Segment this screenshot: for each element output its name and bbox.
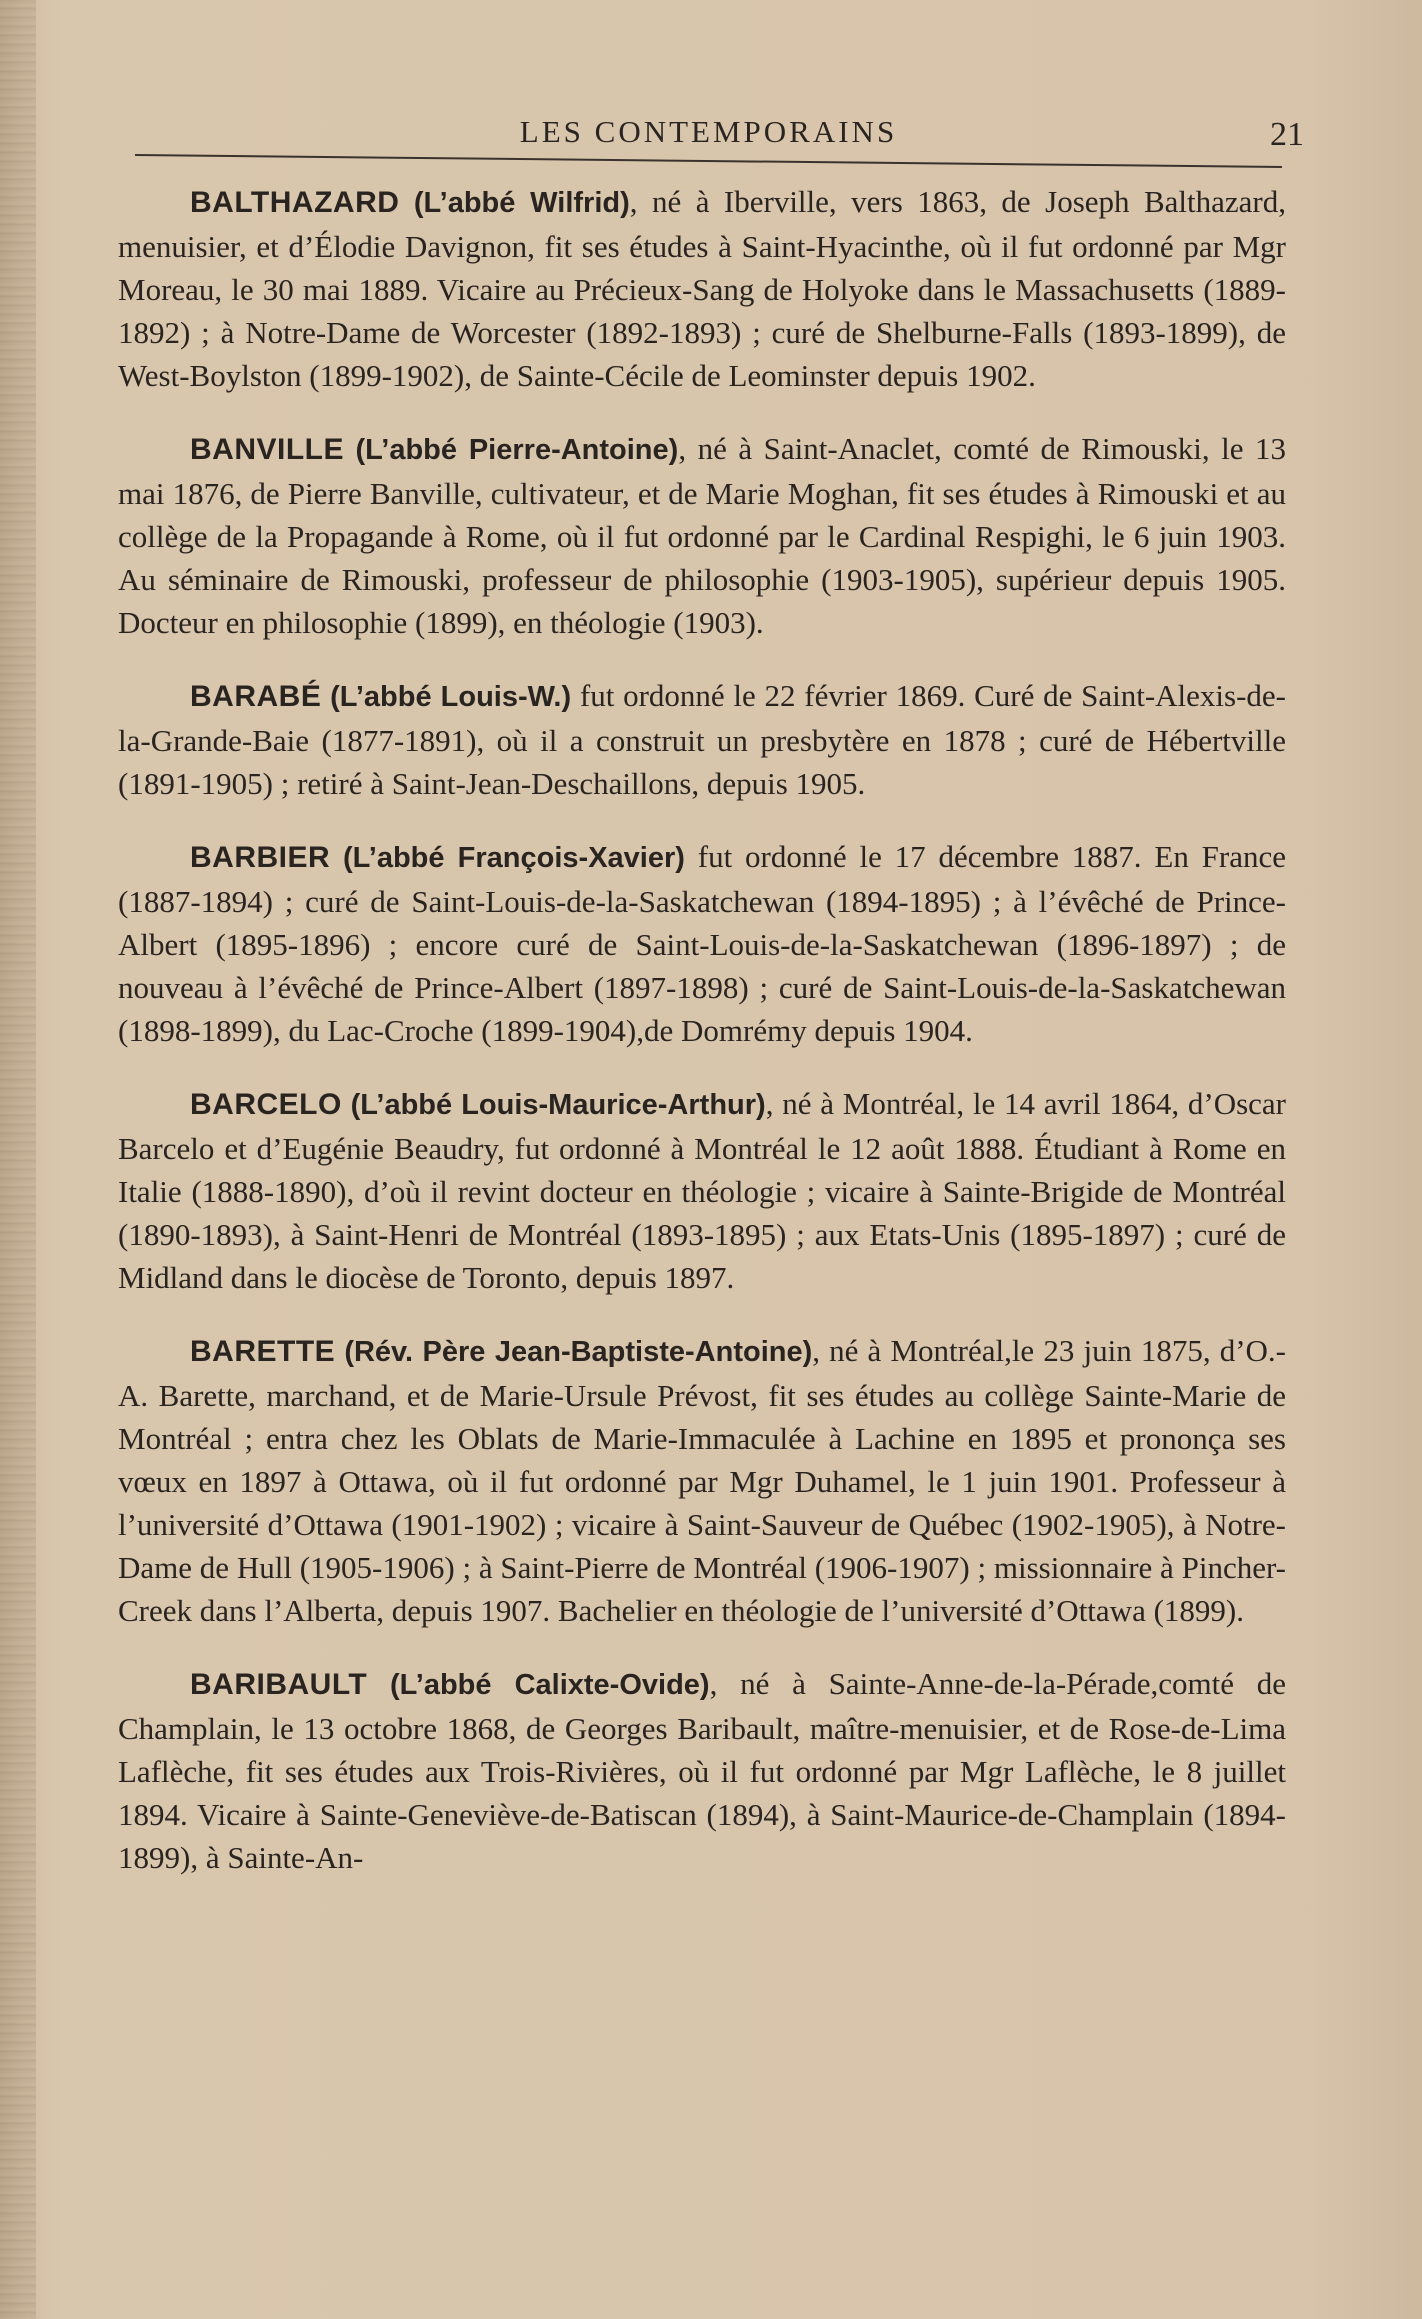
entry-surname: BARABÉ	[190, 680, 322, 713]
entry-surname: BARETTE	[190, 1335, 336, 1368]
entry-forename: (L’abbé Pierre-Antoine)	[355, 434, 679, 466]
entry-forename: (Rév. Père Jean-Baptiste-Antoine)	[344, 1336, 813, 1368]
running-title: LES CONTEMPORAINS	[519, 114, 898, 149]
entry-surname: BARCELO	[190, 1088, 342, 1121]
entry-forename: (L’abbé Calixte-Ovide)	[390, 1669, 710, 1701]
entry-text: fut ordonné le 22 février 1869. Curé de Saint-Alexis-de-la-Grande-Baie (1877-1891), où il a construit un presbytère en 1878 ; curé de Hébertville (1891-1905) ; retiré à Saint-Jean-Deschaillons, depuis 1905.	[118, 678, 1287, 801]
entry-text: , né à Iberville, vers 1863, de Joseph Balthazard, menuisier, et d’Élodie Davignon, fit ses études à Saint-Hyacinthe, où il fut ordonné par Mgr Moreau, le 30 mai 1889. Vicaire au Précieux-Sang de Holyoke dans le Massachusetts (1889-1892) ; à Notre-Dame de Worcester (1892-1893) ; curé de Shelburne-Falls (1893-1899), de West-Boylston (1899-1902), de Sainte-Cécile de Leominster depuis 1902.	[118, 184, 1287, 393]
entry-barette	[118, 1329, 1286, 1632]
page-number: 21	[1270, 116, 1304, 153]
entry-barabe	[118, 674, 1286, 805]
entry-forename: (L’abbé Wilfrid)	[413, 187, 630, 219]
entry-surname: BALTHAZARD	[190, 186, 400, 219]
entry-surname: BARIBAULT	[190, 1668, 368, 1701]
entry-balthazard	[118, 180, 1286, 397]
entry-text: fut ordonné le 17 décembre 1887. En France (1887-1894) ; curé de Saint-Louis-de-la-Saskatchewan (1894-1895) ; à l’évêché de Prince-Albert (1895-1896) ; encore curé de Saint-Louis-de-la-Saskatchewan (1896-1897) ; de nouveau à l’évêché de Prince-Albert (1897-1898) ; curé de Saint-Louis-de-la-Saskatchewan (1898-1899), du Lac-Croche (1899-1904),de Domrémy depuis 1904.	[118, 839, 1287, 1048]
entry-barcelo	[118, 1082, 1286, 1299]
entry-surname: BANVILLE	[190, 433, 344, 466]
entry-baribault	[118, 1662, 1286, 1879]
entry-forename: (L’abbé Louis-Maurice-Arthur)	[350, 1089, 766, 1121]
entry-text: , né à Montréal,le 23 juin 1875, d’O.-A. Barette, marchand, et de Marie-Ursule Prévost, fit ses études au collège Sainte-Marie de Montréal ; entra chez les Oblats de Marie-Immaculée à Lachine en 1895 et prononça ses vœux en 1897 à Ottawa, où il fut ordonné par Mgr Duhamel, le 1 juin 1901. Professeur à l’université d’Ottawa (1901-1902) ; vicaire à Saint-Sauveur de Québec (1902-1905), à Notre-Dame de Hull (1905-1906) ; à Saint-Pierre de Montréal (1906-1907) ; missionnaire à Pincher-Creek dans l’Alberta, depuis 1907. Bachelier en théologie de l’université d’Ottawa (1899).	[118, 1333, 1286, 1628]
entry-surname: BARBIER	[190, 841, 331, 874]
header-rule	[135, 154, 1282, 168]
entry-forename: (L’abbé Louis-W.)	[330, 681, 572, 713]
entry-text: , né à Saint-Anaclet, comté de Rimouski, le 13 mai 1876, de Pierre Banville, cultivateur, et de Marie Moghan, fit ses études à Rimouski et au collège de la Propagande à Rome, où il fut ordonné par le Cardinal Respighi, le 6 juin 1903. Au séminaire de Rimouski, professeur de philosophie (1903-1905), supérieur depuis 1905. Docteur en philosophie (1899), en théologie (1903).	[118, 431, 1287, 640]
entry-text: , né à Sainte-Anne-de-la-Pérade,comté de Champlain, le 13 octobre 1868, de Georges Baribault, maître-menuisier, et de Rose-de-Lima Laflèche, fit ses études aux Trois-Rivières, où il fut ordonné par Mgr Laflèche, le 8 juillet 1894. Vicaire à Sainte-Geneviève-de-Batiscan (1894), à Saint-Maurice-de-Champlain (1894-1899), à Sainte-An-	[118, 1666, 1286, 1875]
entry-forename: (L’abbé François-Xavier)	[343, 842, 685, 874]
entry-banville	[118, 427, 1286, 644]
page-gutter-shadow	[0, 0, 36, 2319]
biography-entries	[118, 180, 1286, 1909]
entry-text: , né à Montréal, le 14 avril 1864, d’Oscar Barcelo et d’Eugénie Beaudry, fut ordonné à Montréal le 12 août 1888. Étudiant à Rome en Italie (1888-1890), d’où il revint docteur en théologie ; vicaire à Sainte-Brigide de Montréal (1890-1893), à Saint-Henri de Montréal (1893-1895) ; aux Etats-Unis (1895-1897) ; curé de Midland dans le diocèse de Toronto, depuis 1897.	[118, 1086, 1286, 1295]
entry-barbier	[118, 835, 1286, 1052]
running-header	[135, 108, 1304, 168]
